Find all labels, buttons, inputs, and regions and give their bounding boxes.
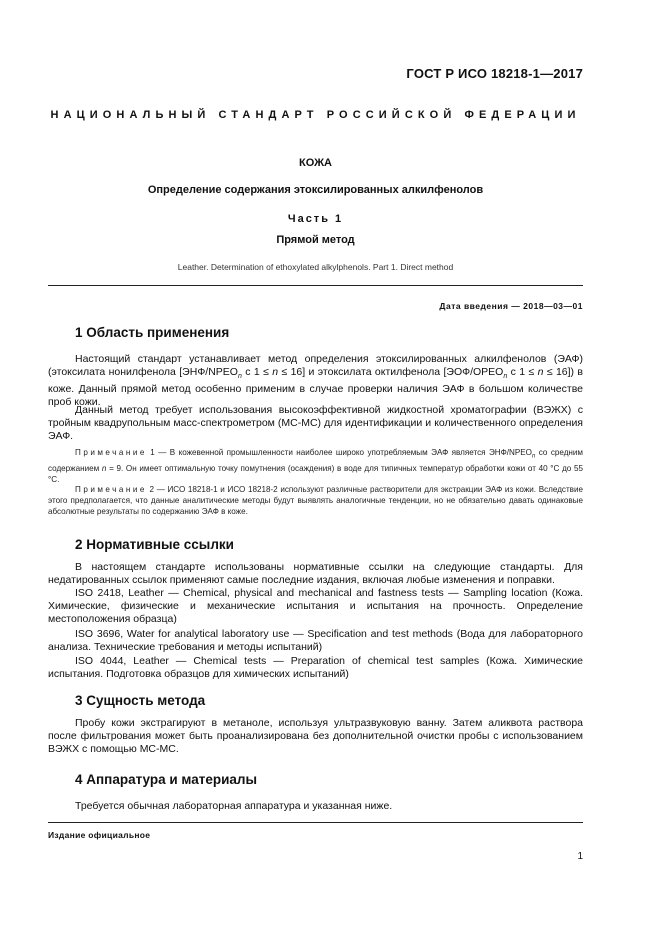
section-1-heading: 1 Область применения <box>75 325 230 340</box>
edition-label: Издание официальное <box>48 830 151 840</box>
part-name: Прямой метод <box>276 234 355 246</box>
reference-iso-4044: ISO 4044, Leather — Chemical tests — Preparation of chemical test samples (Кожа. Химические испытания. Подготовка образцов для химических испытаний) <box>48 655 583 680</box>
document-code: ГОСТ Р ИСО 18218-1—2017 <box>406 66 583 81</box>
note-2: Примечание 2 — ИСО 18218-1 и ИСО 18218-2 используют различные растворители для экстракции ЭАФ из кожи. Вследствие этого предполагается, что данные аналитические методы будут выявлять аналогичные тенденции, но не обязательно давать одинаковые абсолютные результаты по содержанию ЭАФ в коже. <box>48 485 583 516</box>
part-number: Часть 1 <box>287 213 344 225</box>
section-3-heading: 3 Сущность метода <box>75 693 206 708</box>
page-number: 1 <box>577 851 583 862</box>
section-3-paragraph-1: Пробу кожи экстрагируют в метаноле, используя ультразвуковую ванну. Затем аликвота раствора после фильтрования может быть проанализирована без дополнительной очистки пробы с использованием ВЭЖХ с помощью МС-МС. <box>48 717 583 755</box>
standard-line: НАЦИОНАЛЬНЫЙ СТАНДАРТ РОССИЙСКОЙ ФЕДЕРАЦИИ <box>50 109 581 121</box>
english-title: Leather. Determination of ethoxylated alkylphenols. Part 1. Direct method <box>177 262 454 272</box>
note-1: Примечание 1 — В кожевенной промышленности наиболее широко употребляемым ЭАФ является ЭНФ/$NPEO_n$ со средним содержанием n = 9. Он имеет оптимальную точку помутнения (осаждения) в воде для типичных температур обработки кожи от 40 °С до 55 °С. <box>48 448 583 484</box>
section-1-paragraph-1: Настоящий стандарт устанавливает метод определения этоксилированных алкилфенолов (ЭАФ) (этоксилата нонилфенола [$ЭНФ/NPEO_n$ с 1 ≤ n ≤ 16] и этоксилата октилфенола [$ЭОФ/OPEO_n$ с 1 ≤ n ≤ 16]) в коже. Данный прямой метод особенно применим в случае проверки наличия ЭАФ в большом количестве проб кожи. <box>48 353 583 409</box>
section-4-heading: 4 Аппаратура и материалы <box>75 772 258 787</box>
section-2-paragraph-1: В настоящем стандарте использованы нормативные ссылки на следующие стандарты. Для недатированных ссылок применяют самые последние издания, включая любые изменения и поправки. <box>48 561 583 586</box>
document-subtitle: Определение содержания этоксилированных алкилфенолов <box>147 184 484 196</box>
section-1-paragraph-2: Данный метод требует использования высокоэффективной жидкостной хроматографии (ВЭЖХ) с тройным квадрупольным масс-спектрометром (МС-МС) для идентификации и количественного определения ЭАФ. <box>48 404 583 442</box>
reference-iso-2418: ISO 2418, Leather — Chemical, physical and mechanical and fastness tests — Sampling location (Кожа. Химические, физические и механические испытания и испытания на прочность. Определение местоположения образца) <box>48 587 583 625</box>
section-4-paragraph-1: Требуется обычная лабораторная аппаратура и указанная ниже. <box>75 800 393 812</box>
title-divider <box>48 285 583 286</box>
reference-iso-3696: ISO 3696, Water for analytical laboratory use — Specification and test methods (Вода для лабораторного анализа. Технические требования и методы испытаний) <box>48 628 583 653</box>
introduction-date: Дата введения — 2018—03—01 <box>439 301 583 311</box>
section-2-heading: 2 Нормативные ссылки <box>75 537 234 552</box>
document-title: КОЖА <box>298 157 332 169</box>
footer-divider <box>48 822 583 823</box>
